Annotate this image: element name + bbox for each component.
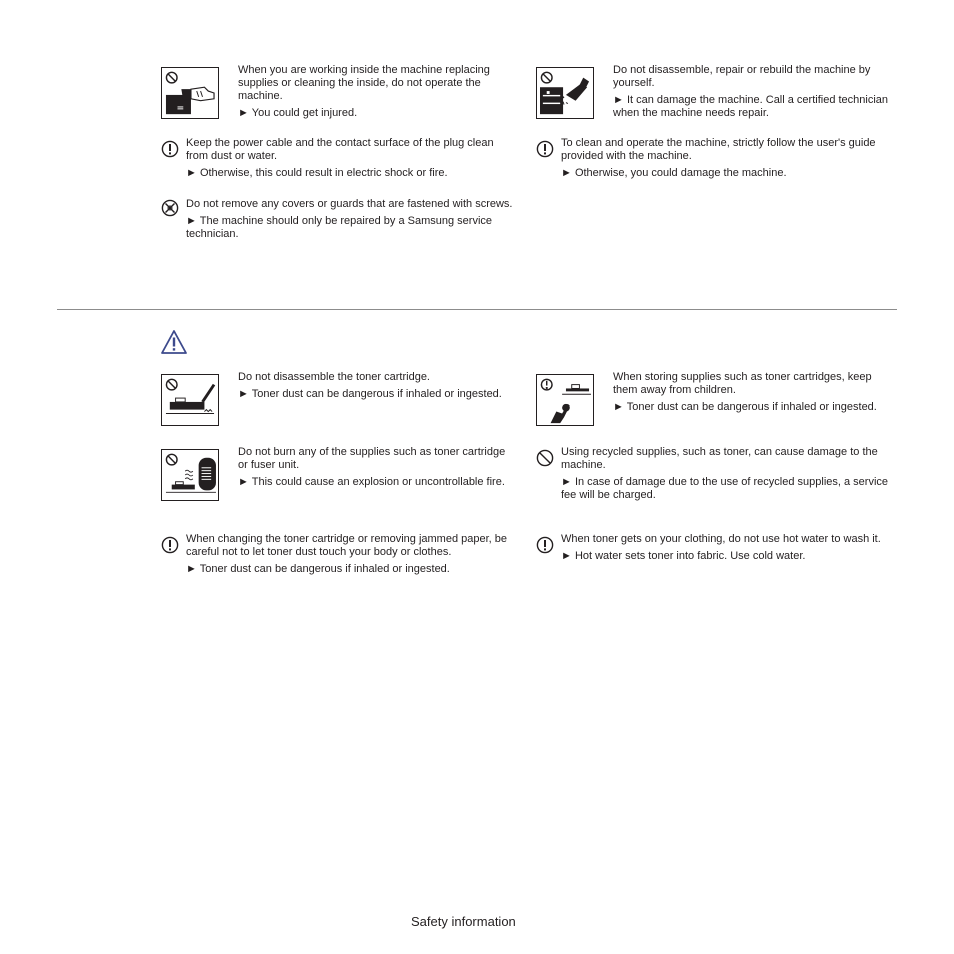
item-note: ► Toner dust can be dangerous if inhaled or ingested. — [613, 401, 877, 413]
warning-item-users-guide — [561, 137, 891, 180]
item-note: ► This could cause an explosion or uncontrollable fire. — [238, 476, 505, 488]
disassemble-machine-illustration — [536, 67, 594, 119]
item-text: Do not burn any of the supplies such as toner cartridge or fuser unit. — [238, 446, 506, 471]
page-footer: Safety information — [411, 914, 516, 929]
exclamation-circle-icon — [536, 536, 554, 554]
caution-item-toner-disassemble — [238, 371, 508, 401]
item-note: ► The machine should only be repaired by a Samsung service technician. — [186, 215, 493, 240]
item-note: ► Toner dust can be dangerous if inhaled or ingested. — [186, 563, 450, 575]
hand-in-machine-illustration — [161, 67, 219, 119]
item-note: ► Hot water sets toner into fabric. Use cold water. — [561, 550, 806, 562]
caution-item-toner-dust — [186, 533, 521, 576]
caution-triangle-icon — [160, 329, 188, 355]
toner-disassembly-illustration — [161, 374, 219, 426]
item-note: ► It can damage the machine. Call a certified technician when the machine needs repair. — [613, 94, 889, 119]
item-text: Do not remove any covers or guards that are fastened with screws. — [186, 198, 513, 210]
item-text: When you are working inside the machine replacing supplies or cleaning the inside, do not operate the machine. — [238, 64, 490, 102]
caution-item-clothing — [561, 533, 891, 563]
child-safety-illustration — [536, 374, 594, 426]
caution-item-burn — [238, 446, 508, 489]
exclamation-circle-icon — [161, 536, 179, 554]
warning-item-disassemble — [613, 64, 893, 120]
exclamation-circle-icon — [536, 140, 554, 158]
caution-item-children — [613, 371, 893, 414]
burn-supplies-illustration — [161, 449, 219, 501]
section-divider — [57, 309, 897, 310]
item-note: ► Toner dust can be dangerous if inhaled or ingested. — [238, 388, 502, 400]
prohibited-icon — [536, 449, 554, 467]
item-text: Keep the power cable and the contact surface of the plug clean from dust or water. — [186, 137, 494, 162]
no-disassembly-icon — [161, 199, 179, 217]
exclamation-circle-icon — [161, 140, 179, 158]
warning-item-covers — [186, 198, 516, 241]
item-text: When toner gets on your clothing, do not use hot water to wash it. — [561, 533, 881, 545]
item-note: ► Otherwise, you could damage the machine. — [561, 167, 787, 179]
item-note: ► In case of damage due to the use of recycled supplies, a service fee will be charged. — [561, 476, 889, 501]
item-text: When changing the toner cartridge or removing jammed paper, be careful not to let toner dust touch your body or clothes. — [186, 533, 508, 558]
item-note: ► You could get injured. — [238, 107, 358, 119]
item-text: To clean and operate the machine, strictly follow the user's guide provided with the machine. — [561, 137, 876, 162]
caution-item-recycled — [561, 446, 891, 502]
item-text: Do not disassemble the toner cartridge. — [238, 371, 430, 383]
warning-item-inside-machine — [238, 64, 518, 120]
item-note: ► Otherwise, this could result in electric shock or fire. — [186, 167, 448, 179]
warning-item-power-cable — [186, 137, 516, 180]
item-text: Using recycled supplies, such as toner, can cause damage to the machine. — [561, 446, 878, 471]
item-text: When storing supplies such as toner cartridges, keep them away from children. — [613, 371, 872, 396]
item-text: Do not disassemble, repair or rebuild the machine by yourself. — [613, 64, 871, 89]
